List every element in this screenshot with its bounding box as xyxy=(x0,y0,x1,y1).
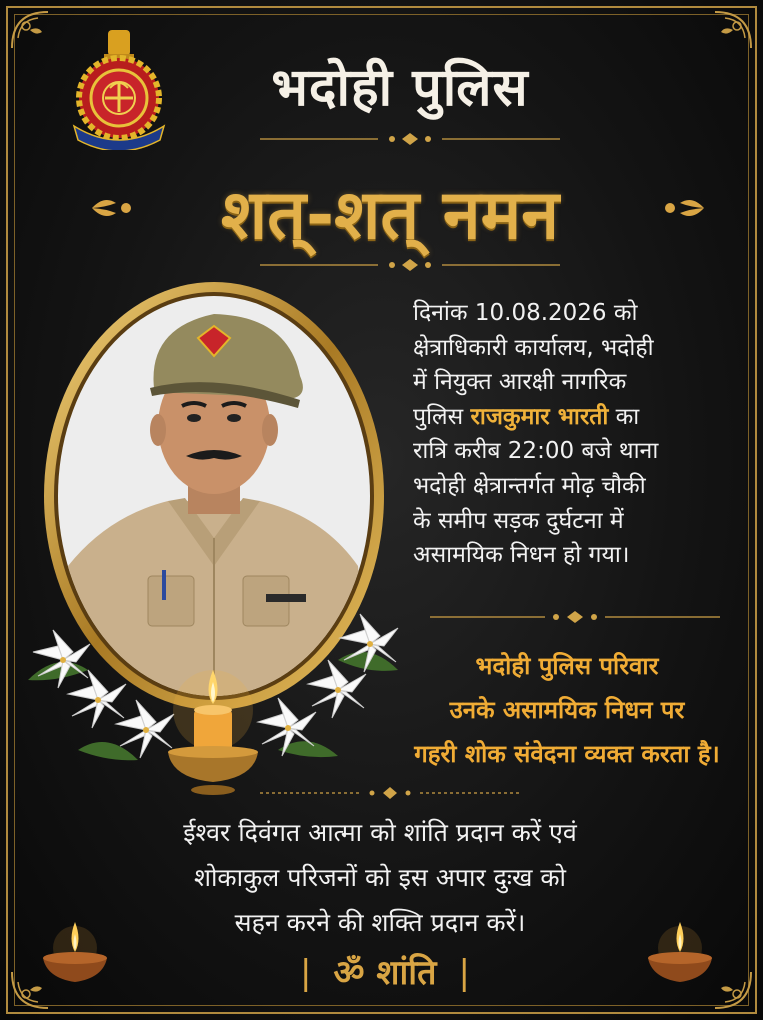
om-shanti xyxy=(240,948,530,994)
info-line xyxy=(413,400,733,435)
separator-bar: | xyxy=(300,953,312,993)
leaf-flourish-icon xyxy=(662,193,706,223)
condolence-message xyxy=(392,644,742,776)
leaf-flourish-icon xyxy=(90,193,134,223)
prayer-line: ईश्वर दिवंगत आत्मा को शांति प्रदान करें एवं xyxy=(183,818,577,847)
info-line: असामयिक निधन हो गया। xyxy=(413,542,630,569)
condolence-line: उनके असामयिक निधन पर xyxy=(449,696,685,724)
condolence-line: भदोही पुलिस परिवार xyxy=(475,652,659,680)
prayer-line: शोकाकुल परिजनों को इस अपार दुःख को xyxy=(193,863,567,892)
ornamental-divider-icon xyxy=(260,132,560,146)
om-shanti-text: ॐ शांति xyxy=(333,953,437,993)
ornamental-divider-icon xyxy=(430,610,720,624)
dotted-divider-icon xyxy=(260,786,520,800)
info-paragraph xyxy=(413,296,733,573)
diya-lamp-icon xyxy=(35,912,115,992)
corner-ornament-icon xyxy=(8,8,68,68)
prayer-message xyxy=(100,810,660,945)
info-line-suffix: का xyxy=(608,403,640,430)
diya-lamp-icon xyxy=(640,912,720,992)
info-line: क्षेत्राधिकारी कार्यालय, भदोही xyxy=(413,334,654,361)
prayer-line: सहन करने की शक्ति प्रदान करें। xyxy=(234,908,526,937)
info-line-prefix: पुलिस xyxy=(413,403,471,430)
info-line: में नियुक्त आरक्षी नागरिक xyxy=(413,369,627,396)
header-title: भदोही पुलिस xyxy=(271,58,529,118)
ornamental-divider-icon xyxy=(260,258,560,272)
info-line: के समीप सड़क दुर्घटना में xyxy=(413,507,624,534)
info-line: दिनांक 10.08.2026 को xyxy=(413,300,638,326)
main-title: शत्-शत् नमन xyxy=(220,176,560,255)
info-line: रात्रि करीब 22:00 बजे थाना xyxy=(413,438,659,465)
up-police-emblem-icon xyxy=(66,28,172,150)
corner-ornament-icon xyxy=(695,8,755,68)
officer-name: राजकुमार भारती xyxy=(470,403,609,430)
info-line: भदोही क्षेत्रान्तर्गत मोढ़ चौकी xyxy=(413,472,646,499)
separator-bar: | xyxy=(458,953,470,993)
condolence-line: गहरी शोक संवेदना व्यक्त करता है। xyxy=(414,740,720,768)
lily-flowers-with-candle xyxy=(18,600,408,800)
